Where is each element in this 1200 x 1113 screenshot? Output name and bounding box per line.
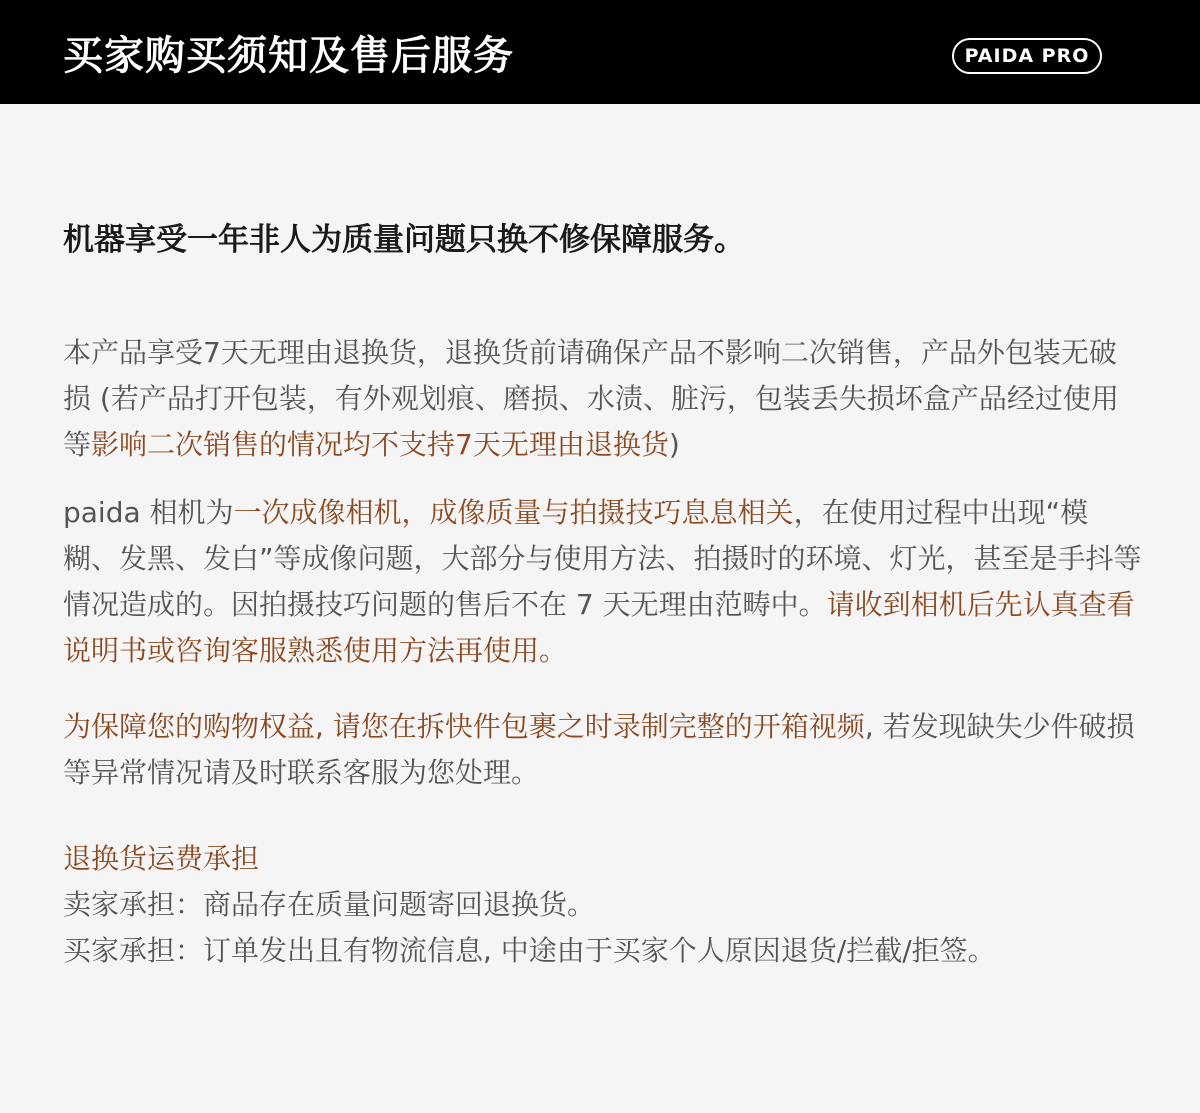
camera-usage-text: ，在使用过程中出现“模糊、发黑、发白”等成像问题，大部分与使用方法、拍摄时的环境、灯光，甚至是手抖等情况造成的。因拍摄技巧问题的售后不在 7 天无理由范畴中。 [63, 496, 1142, 621]
camera-usage-paragraph [63, 490, 1143, 674]
camera-usage-highlight: 一次成像相机，成像质量与拍摄技巧息息相关 [233, 496, 794, 529]
page-title: 买家购买须知及售后服务 [63, 33, 514, 79]
return-policy-paragraph [63, 330, 1143, 468]
shipping-cost-title: 退换货运费承担 [63, 842, 260, 875]
buyer-responsibility: 买家承担：订单发出且有物流信息, 中途由于买家个人原因退货/拦截/拒签。 [63, 934, 996, 967]
header-bar [0, 0, 1200, 104]
brand-badge: PAIDA PRO [952, 38, 1102, 74]
camera-usage-intro: paida 相机为 [63, 496, 234, 529]
camera-usage-advice: 请收到相机后先认真查看说明书或咨询客服熟悉使用方法再使用。 [63, 588, 1135, 667]
warranty-statement: 机器享受一年非人为质量问题只换不修保障服务。 [63, 222, 745, 258]
return-policy-highlight: 影响二次销售的情况均不支持7天无理由退换货 [91, 428, 669, 461]
seller-responsibility: 卖家承担：商品存在质量问题寄回退换货。 [63, 888, 596, 921]
unboxing-paragraph [63, 704, 1143, 796]
return-policy-text: 本产品享受7天无理由退换货，退换货前请确保产品不影响二次销售，产品外包装无破损 (若产品打开包装，有外观划痕、磨损、水渍、脏污，包装丢失损坏盒产品经过使用等 [63, 336, 1119, 461]
notice-content [63, 210, 1143, 974]
unboxing-text: , 若发现缺失少件破损等异常情况请及时联系客服为您处理。 [63, 710, 1135, 789]
unboxing-highlight: 为保障您的购物权益, 请您在拆快件包裹之时录制完整的开箱视频 [63, 710, 865, 743]
return-policy-close: ) [668, 428, 680, 461]
shipping-cost-section [63, 836, 1143, 974]
